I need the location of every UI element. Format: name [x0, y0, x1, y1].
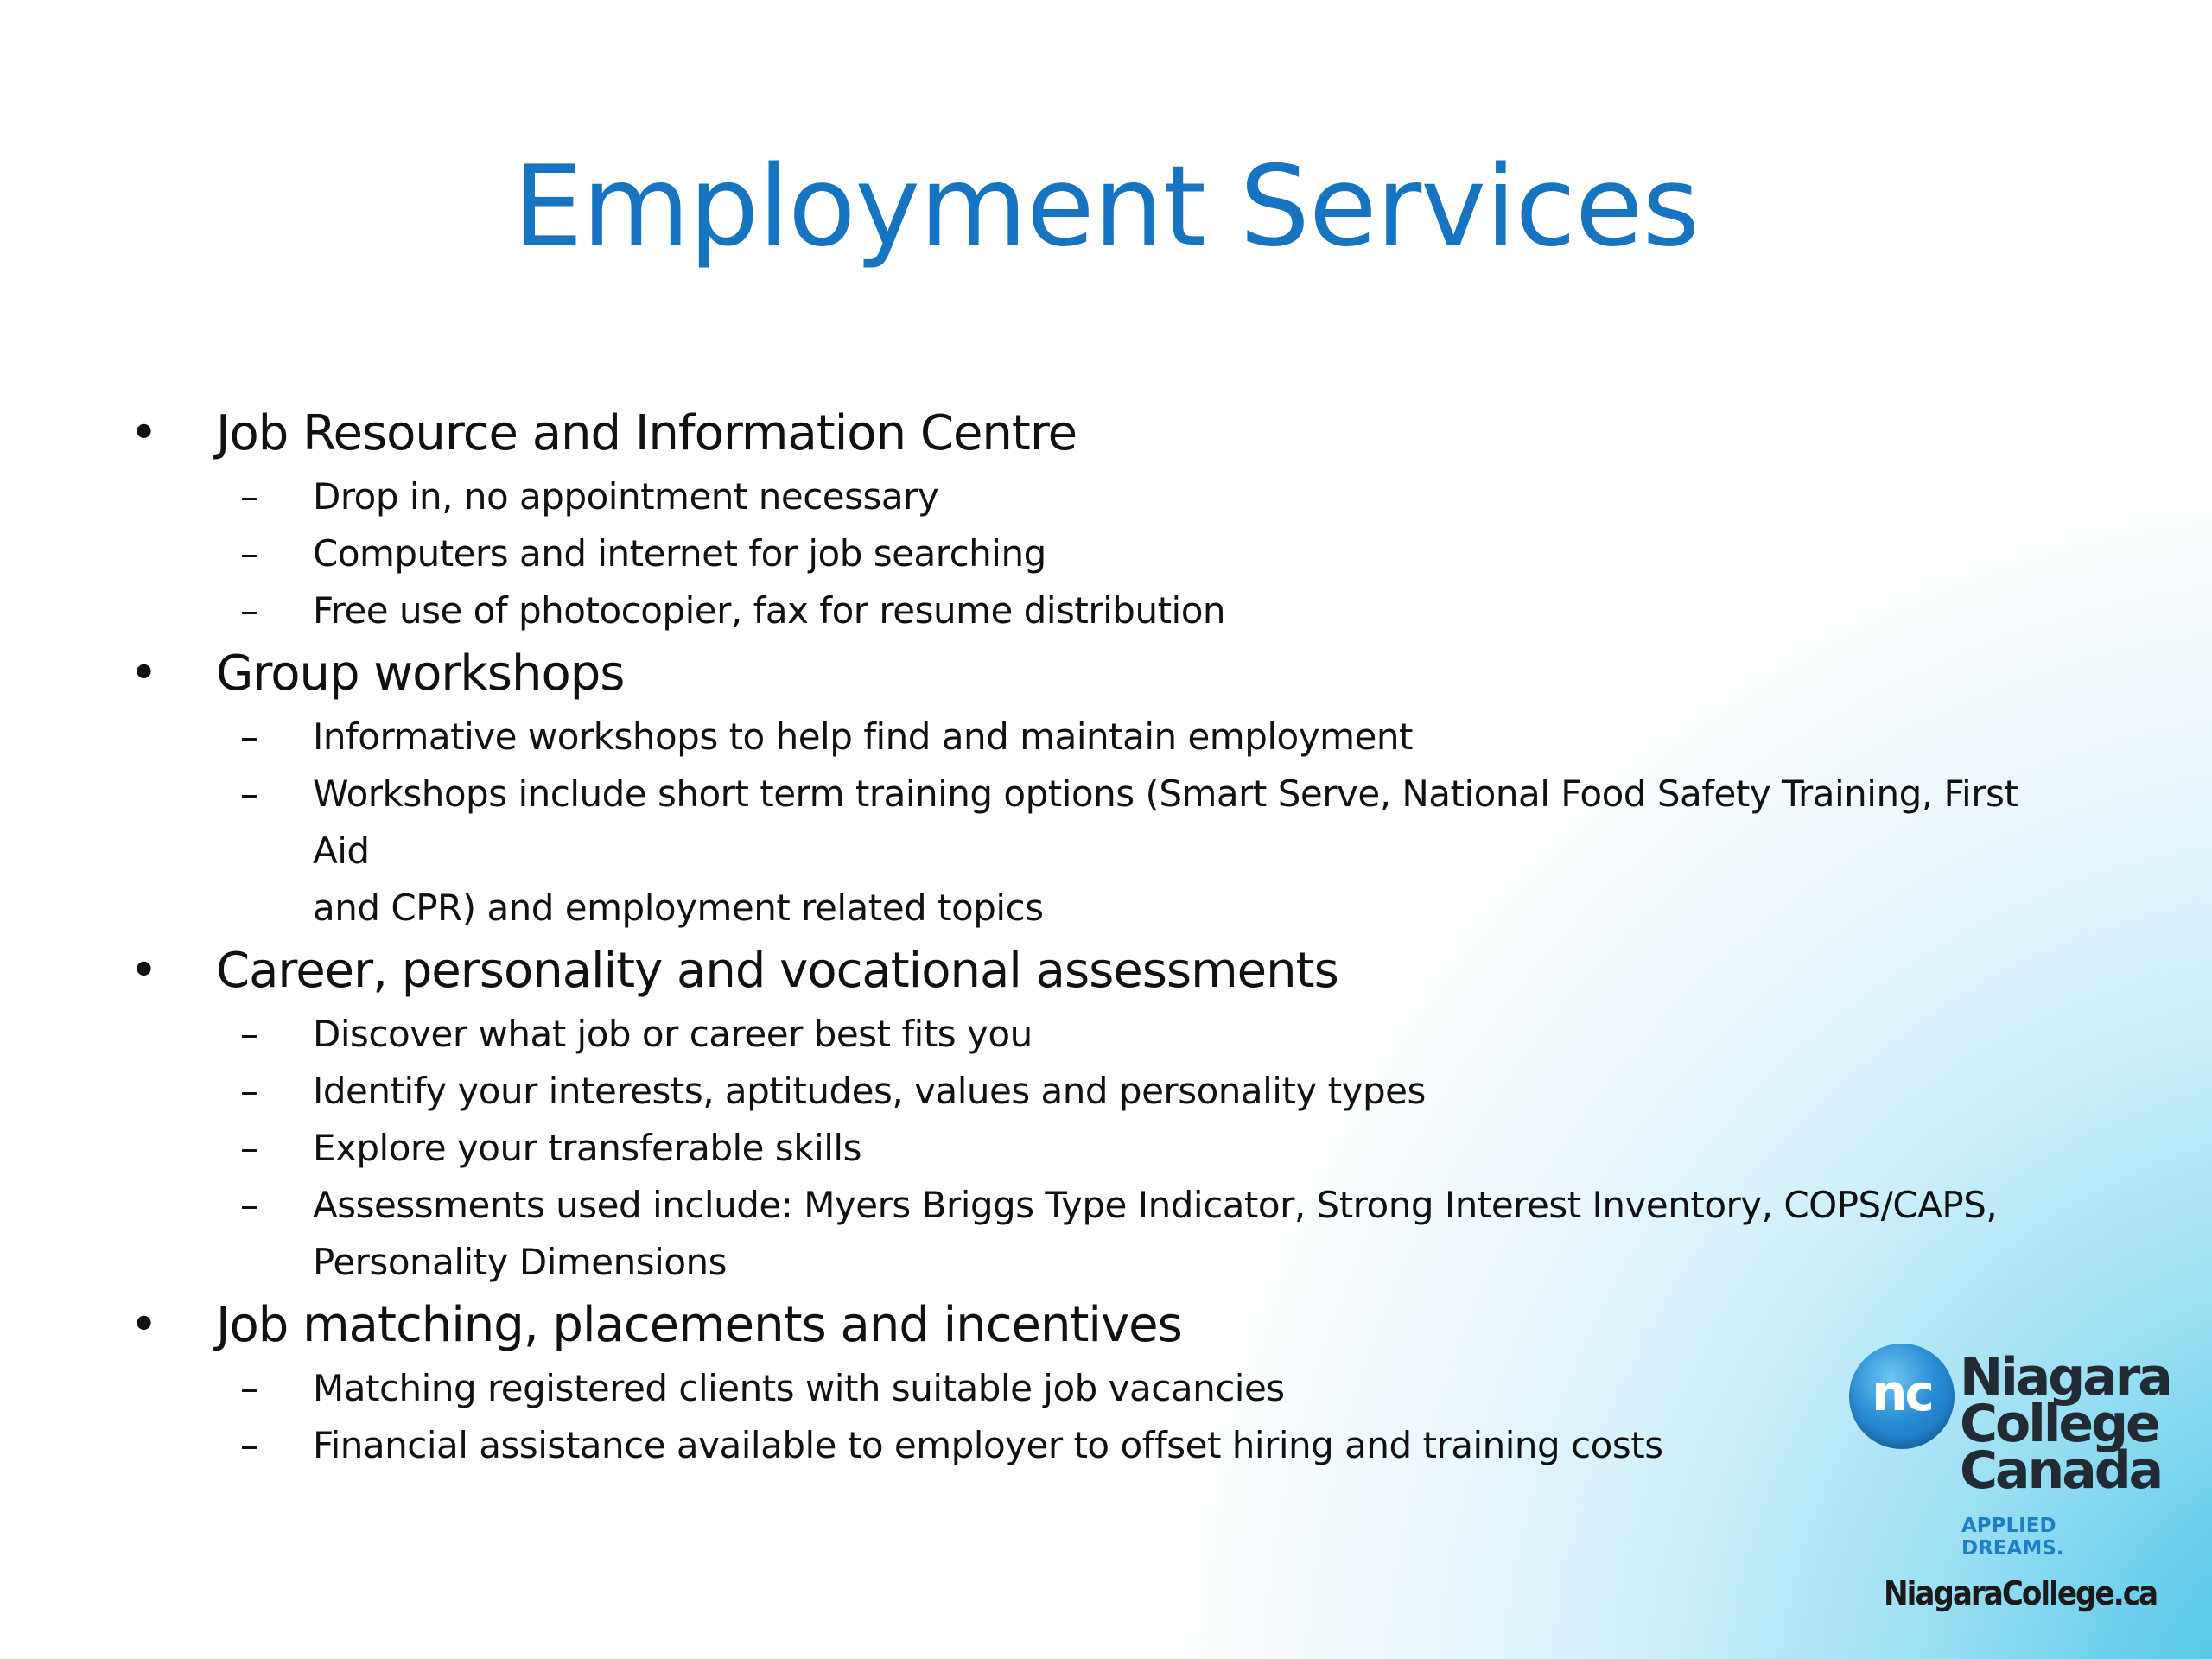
- section-heading-text: Job Resource and Information Centre: [216, 405, 1077, 461]
- dash-icon: –: [240, 1367, 258, 1409]
- sub-item: [130, 709, 2082, 766]
- sub-item-text-line: Free use of photocopier, fax for resume distribution: [313, 589, 1226, 632]
- sub-item: [130, 1360, 2082, 1417]
- section-heading: [130, 1291, 2082, 1360]
- sub-item-text-line: Assessments used include: Myers Briggs Type Indicator, Strong Interest Inventory, COPS/CAPS,: [313, 1184, 1998, 1226]
- dash-icon: –: [240, 589, 258, 632]
- sub-item: [130, 1120, 2082, 1177]
- bullet-icon: •: [130, 943, 158, 999]
- sub-item-text-line: Personality Dimensions: [313, 1241, 728, 1283]
- dash-icon: –: [240, 1424, 258, 1466]
- dash-icon: –: [240, 1127, 258, 1169]
- logo-monogram: nc: [1872, 1363, 1932, 1422]
- section-heading: [130, 937, 2082, 1006]
- sub-item: [130, 1006, 2082, 1063]
- sub-item-text-line: Computers and internet for job searching: [313, 532, 1046, 575]
- sub-item-text-line: Identify your interests, aptitudes, values and personality types: [313, 1070, 1426, 1112]
- nc-monogram-icon: [1849, 1344, 1955, 1449]
- section-heading: [130, 639, 2082, 709]
- dash-icon: –: [240, 1070, 258, 1112]
- sub-item: [130, 766, 2082, 937]
- sub-item-text-line: Discover what job or career best fits you: [313, 1013, 1033, 1055]
- sub-item-text-line: Workshops include short term training options (Smart Serve, National Food Safety Training, First Aid: [313, 772, 2018, 872]
- logo-wordmark: [1960, 1347, 2171, 1501]
- sub-item-text-line: and CPR) and employment related topics: [313, 887, 1044, 929]
- dash-icon: –: [240, 1013, 258, 1055]
- bullet-list: [130, 399, 2082, 1474]
- sub-item-text-line: Matching registered clients with suitable job vacancies: [313, 1367, 1285, 1409]
- section-heading-text: Group workshops: [216, 645, 625, 702]
- logo-name-line: Canada: [1960, 1440, 2162, 1501]
- dash-icon: –: [240, 715, 258, 758]
- sub-item: [130, 525, 2082, 582]
- logo-tagline: APPLIED DREAMS.: [1961, 1515, 2064, 1560]
- slide-title: Employment Services: [512, 143, 1700, 271]
- niagara-college-logo: [1849, 1344, 2171, 1560]
- logo-name-line: College: [1960, 1394, 2158, 1454]
- section-heading-text: Career, personality and vocational assessments: [216, 943, 1338, 999]
- sub-item: [130, 582, 2082, 639]
- sub-item: [130, 468, 2082, 525]
- section-heading-text: Job matching, placements and incentives: [216, 1297, 1182, 1353]
- sub-item-text-line: Informative workshops to help find and maintain employment: [313, 715, 1413, 758]
- sub-item-text-line: Drop in, no appointment necessary: [313, 475, 939, 518]
- website-url: NiagaraCollege.ca: [1884, 1574, 2158, 1612]
- dash-icon: –: [240, 475, 258, 518]
- dash-icon: –: [240, 772, 258, 815]
- sub-item-text-line: Financial assistance available to employer to offset hiring and training costs: [313, 1424, 1663, 1466]
- dash-icon: –: [240, 532, 258, 575]
- section-heading: [130, 399, 2082, 468]
- sub-item: [130, 1063, 2082, 1120]
- sub-item: [130, 1417, 2082, 1474]
- bullet-icon: •: [130, 1297, 158, 1353]
- logo-name-line: Niagara: [1960, 1347, 2171, 1408]
- sub-item: [130, 1177, 2082, 1291]
- dash-icon: –: [240, 1184, 258, 1226]
- bullet-icon: •: [130, 405, 158, 461]
- sub-item-text-line: Explore your transferable skills: [313, 1127, 861, 1169]
- bullet-icon: •: [130, 645, 158, 702]
